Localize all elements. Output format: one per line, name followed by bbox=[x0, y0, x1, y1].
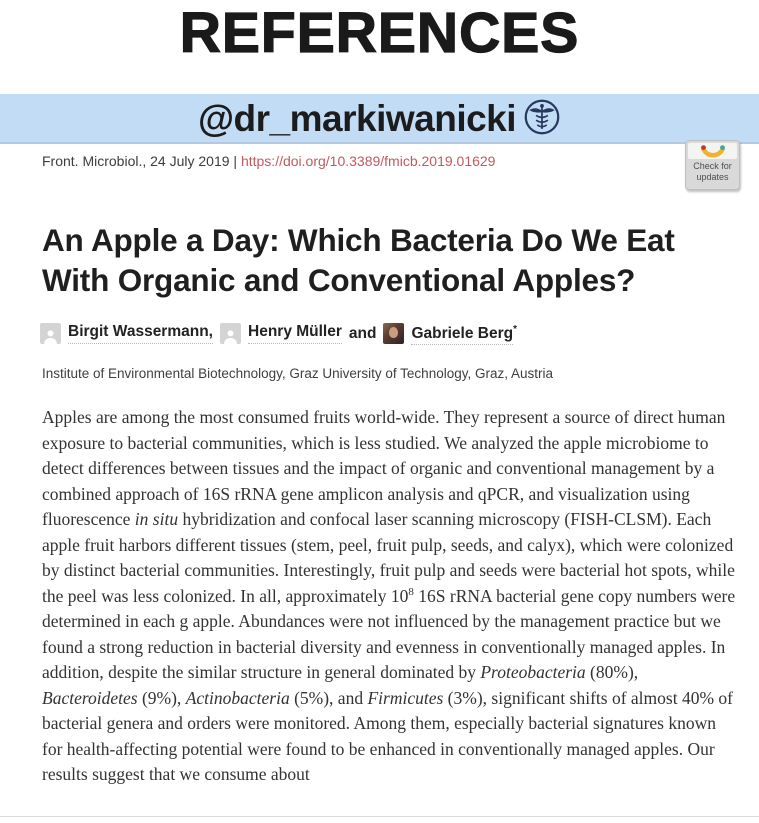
author-avatar-placeholder bbox=[40, 323, 61, 344]
abstract-segment: in situ bbox=[134, 509, 179, 529]
abstract-text bbox=[42, 405, 736, 788]
caduceus-icon bbox=[523, 98, 561, 141]
page-title: REFERENCES bbox=[179, 1, 580, 65]
corresponding-author-marker: * bbox=[513, 323, 518, 335]
author-link-wassermann[interactable]: Birgit Wassermann, bbox=[68, 323, 213, 344]
crossmark-logo-icon bbox=[688, 143, 737, 159]
abstract-segment: hybridization and confocal laser scanning microscopy (FISH-CLSM). Each apple fruit harbors different tissues (stem, peel, fruit pulp, seeds, and calyx), which were colonized by distinct bacterial communities. Interestingly, fruit pulp and seeds were bacterial hot spots, while the peel was less colonized. In all, approximately 10 bbox=[42, 509, 735, 606]
authors-row bbox=[40, 323, 517, 344]
author-avatar-photo bbox=[383, 323, 404, 344]
instagram-handle: @dr_markiwanicki bbox=[197, 97, 517, 139]
abstract-segment: 16S rRNA bacterial gene copy numbers were determined in each g apple. Abundances were not influenced by the management practice but we found a strong reduction in bacterial diversity and evenness in conventionally managed apples. In addition, despite the similar structure in general dominated by bbox=[42, 585, 736, 682]
doi-link[interactable]: https://doi.org/10.3389/fmicb.2019.01629 bbox=[240, 153, 496, 169]
abstract-segment: (5%), and bbox=[289, 687, 368, 708]
article-title: An Apple a Day: Which Bacteria Do We Eat With Organic and Conventional Apples? bbox=[42, 222, 675, 298]
abstract-segment: Firmicutes bbox=[367, 687, 444, 708]
author-avatar-placeholder bbox=[220, 323, 241, 344]
abstract-segment: Actinobacteria bbox=[185, 687, 290, 708]
author-link-berg[interactable]: Gabriele Berg bbox=[411, 325, 513, 345]
author-link-mueller[interactable]: Henry Müller bbox=[248, 323, 342, 344]
abstract-segment: (80%), bbox=[585, 662, 639, 682]
abstract-segment: 8 bbox=[408, 585, 414, 598]
handle-banner bbox=[0, 94, 759, 144]
abstract-segment: Proteobacteria bbox=[480, 662, 586, 682]
abstract-segment: Bacteroidetes bbox=[42, 687, 138, 708]
abstract-segment: Apples are among the most consumed fruits world-wide. They represent a source of direct human exposure to bacterial communities, which is less studied. We analyzed the apple microbiome to detect differences between tissues and the impact of organic and conventional management by a combined approach of 16S rRNA gene amplicon analysis and qPCR, and visualization using fluorescence bbox=[42, 407, 726, 529]
check-for-updates-badge[interactable] bbox=[685, 140, 740, 190]
abstract-segment: (9%), bbox=[137, 687, 186, 708]
authors-conjunction: and bbox=[348, 324, 377, 342]
affiliation-text: Institute of Environmental Biotechnology, Graz University of Technology, Graz, Austria bbox=[42, 366, 553, 381]
journal-meta bbox=[42, 153, 495, 169]
check-badge-label: Check for updates bbox=[693, 161, 732, 182]
abstract-segment: (3%), significant shifts of almost 40% of bacterial genera and orders were monitored. Among them, especially bacterial signatures known for health-affecting potential were found to be enhanced in conventionally managed apples. Our results suggest that we consume about bbox=[42, 687, 733, 784]
bottom-divider bbox=[0, 816, 759, 817]
journal-date-text: Front. Microbiol., 24 July 2019 bbox=[42, 153, 230, 169]
meta-separator: | bbox=[229, 153, 241, 169]
